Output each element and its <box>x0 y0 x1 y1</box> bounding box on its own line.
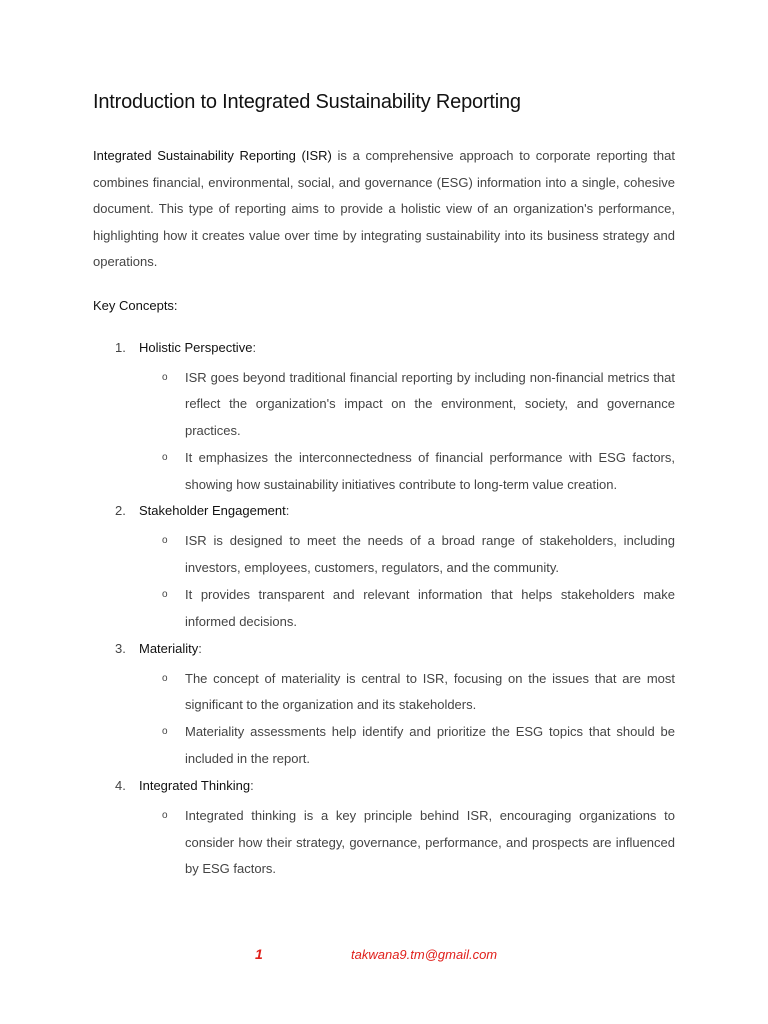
bullet-item <box>93 528 675 582</box>
concept-bullets <box>93 528 675 635</box>
concept-colon: : <box>250 777 254 793</box>
concept-number: 3. <box>115 640 126 656</box>
concept-item <box>93 636 675 773</box>
intro-body-text: is a comprehensive approach to corporate reporting that combines financial, environmental, social, and governance (ESG) information into a single, cohesive document. This type of reporting aims to provide a holistic view of an organization's performance, highlighting how it creates value over time by integrating sustainability into its business strategy and operations. <box>93 148 675 269</box>
bullet-item <box>93 666 675 720</box>
bullet-text: It provides transparent and relevant information that helps stakeholders make informed decisions. <box>185 587 675 629</box>
concept-heading <box>93 335 675 361</box>
concept-number: 2. <box>115 503 126 519</box>
bullet-marker: o <box>162 535 168 547</box>
bullet-text: ISR is designed to meet the needs of a broad range of stakeholders, including investors, employees, customers, regulators, and the community. <box>185 533 675 576</box>
bullet-text: It emphasizes the interconnectedness of financial performance with ESG factors, showing how sustainability initiatives contribute to long-term value creation. <box>185 449 675 492</box>
concept-title: Holistic Perspective <box>139 339 253 355</box>
concept-heading <box>93 498 675 524</box>
concept-bullets <box>93 803 675 883</box>
bullet-text: ISR goes beyond traditional financial reporting by including non-financial metrics that reflect the organization's impact on the environment, society, and governance practices. <box>185 369 675 439</box>
concept-bullets <box>93 666 675 773</box>
page-number: 1 <box>255 946 263 962</box>
bullet-marker: o <box>162 726 168 738</box>
bullet-item <box>93 365 675 445</box>
concept-colon: : <box>252 339 257 355</box>
document-page <box>93 88 675 883</box>
footer-email-link[interactable]: takwana9.tm@gmail.com <box>351 947 498 962</box>
bullet-item <box>93 445 675 499</box>
concept-number: 1. <box>115 339 126 355</box>
bullet-text: The concept of materiality is central to ISR, focusing on the issues that are most significant to the organization and its stakeholders. <box>185 670 675 713</box>
concept-heading <box>93 773 675 799</box>
concept-title: Stakeholder Engagement <box>139 503 286 519</box>
concept-colon: : <box>285 503 290 519</box>
bullet-item <box>93 582 675 636</box>
bullet-item <box>93 803 675 883</box>
concept-item <box>93 335 675 499</box>
concept-bullets <box>93 365 675 499</box>
concepts-list <box>93 335 675 884</box>
bullet-marker: o <box>162 589 168 601</box>
intro-paragraph <box>93 143 675 276</box>
bullet-marker: o <box>162 371 168 383</box>
concept-title: Materiality <box>139 640 199 656</box>
bullet-marker: o <box>162 451 168 463</box>
document-title: Introduction to Integrated Sustainability Reporting <box>93 91 521 113</box>
concept-item <box>93 498 675 635</box>
concept-colon: : <box>198 640 202 656</box>
concept-item <box>93 773 675 883</box>
concept-heading <box>93 636 675 662</box>
bullet-marker: o <box>162 809 168 821</box>
key-concepts-heading: Key Concepts: <box>93 297 178 313</box>
page-footer <box>0 946 768 966</box>
concept-number: 4. <box>115 777 126 793</box>
intro-lead-term: Integrated Sustainability Reporting (ISR) <box>93 148 332 163</box>
bullet-item <box>93 719 675 773</box>
bullet-text: Materiality assessments help identify and prioritize the ESG topics that should be included in the report. <box>185 724 675 767</box>
bullet-text: Integrated thinking is a key principle behind ISR, encouraging organizations to consider how their strategy, governance, performance, and prospects are influenced by ESG factors. <box>185 807 675 877</box>
bullet-marker: o <box>162 672 168 684</box>
concept-title: Integrated Thinking <box>139 777 251 793</box>
